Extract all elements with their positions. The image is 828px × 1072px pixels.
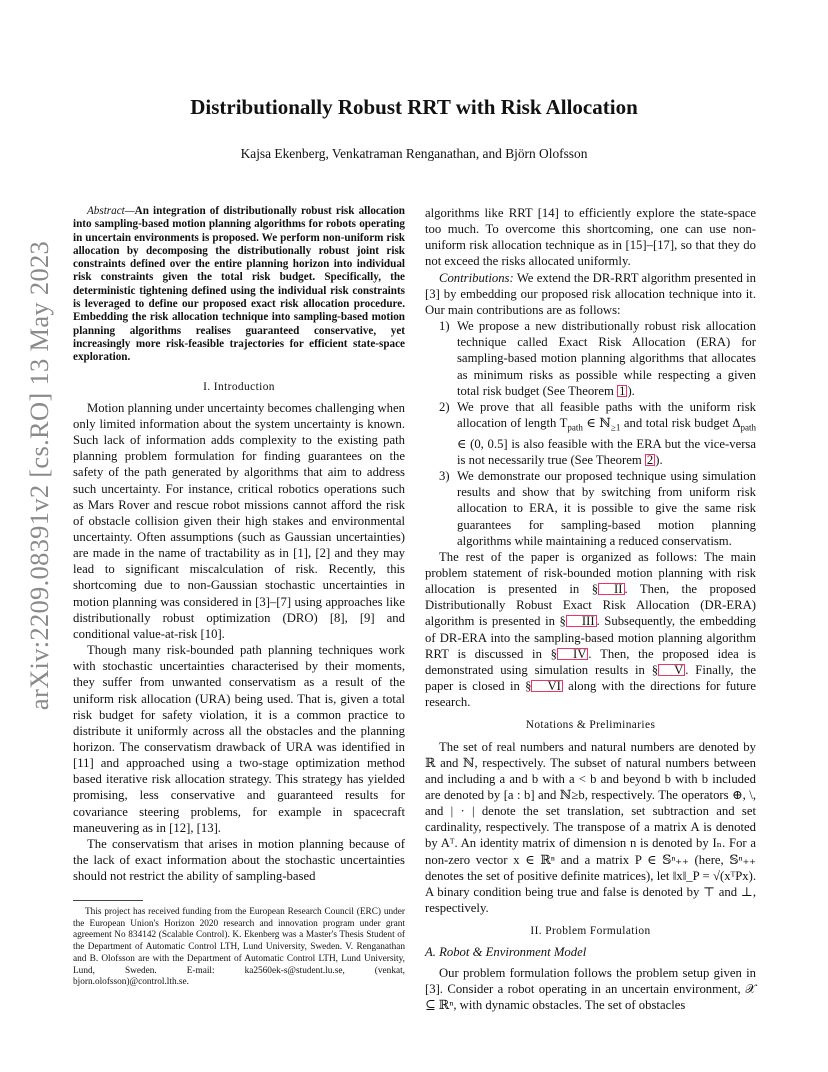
abstract-text: An integration of distributionally robust risk allocation into sampling-based motion planning algorithms for robots operating in uncertain environments is proposed. We perform non-uniform risk allocation by decomposing the distributionally robust joint risk constraints defined over the entire planning horizon into individual risk constraints given the total risk budget. Specifically, the deterministic tightening defined using the individual risk constraints is leveraged to define our proposed exact risk allocation procedure. Embedding the risk allocation technique into sampling-based motion planning algorithms realises guaranteed conservative, yet increasingly more risk-feasible trajectories for efficient state-space exploration. xyxy=(73,205,405,364)
arxiv-stamp-text: arXiv:2209.08391v2 [cs.RO] 13 May 2023 xyxy=(24,240,55,710)
list-number: 3) xyxy=(439,469,450,484)
subscript-path: path xyxy=(567,422,583,433)
contributions-label: Contributions: xyxy=(439,270,514,285)
footnote-rule xyxy=(73,900,143,901)
organization-text: . Finally, the paper is closed in § xyxy=(425,662,756,694)
contribution-list xyxy=(425,318,756,549)
contribution-item-3 xyxy=(425,468,756,549)
section-IV-link[interactable]: IV xyxy=(557,648,588,660)
section-VI-link[interactable]: VI xyxy=(531,680,562,692)
organization-text: . Subsequently, the embedding of DR-ERA into the sampling-based motion planning algorithm RRT is discussed in § xyxy=(425,614,757,661)
subsection-heading-robot-model: A. Robot & Environment Model xyxy=(425,945,587,960)
contributions-text: We extend the DR-RRT algorithm presented in [3] by embedding our proposed risk allocation technique into it. Our main contributions are as follows: xyxy=(425,270,756,317)
contribution-item-2 xyxy=(425,399,756,468)
organization-text: . Then, the proposed Distributionally Robust Exact Risk Allocation (DR-ERA) algorithm is presented in § xyxy=(425,582,756,629)
left-column xyxy=(73,205,405,884)
subscript-path: path xyxy=(740,422,756,433)
contribution-text-tail: ). xyxy=(627,383,635,398)
paper-title: Distributionally Robust RRT with Risk Allocation xyxy=(190,95,638,119)
right-column xyxy=(425,205,756,1013)
contributions-paragraph xyxy=(425,270,756,318)
intro-paragraph-3: The conservatism that arises in motion planning because of the lack of exact information about the stochastic uncertainties should not restrict the ability of sampling-based xyxy=(73,836,405,884)
organization-text: along with the directions for future research. xyxy=(425,679,756,710)
abstract xyxy=(73,205,405,365)
notations-paragraph: The set of real numbers and natural numbers are denoted by ℝ and ℕ, respectively. The subset of natural numbers between and including a and b with a < b and beyond b with b included are denoted by [a : b] and ℕ≥b, respectively. The operators ⊕, \, and | · | denote the set translation, set subtraction and set cardinality, respectively. The transpose of a matrix A is denoted by Aᵀ. An identity matrix of dimension n is denoted by Iₙ. For a non-zero vector x ∈ ℝⁿ and a matrix P ∈ 𝕊ⁿ₊₊ (here, 𝕊ⁿ₊₊ denotes the set of positive definite matrices), let ‖x‖_P = √(xᵀPx). A binary condition being true and false is denoted by ⊤ and ⊥, respectively. xyxy=(425,739,756,916)
theorem-1-link[interactable]: 1 xyxy=(619,383,626,398)
funding-footnote: This project has received funding from the European Research Council (ERC) under the European Union's Horizon 2020 research and innovation program under grant agreement No 834142 (Scalable Control). K. Ekenberg was a Master's Thesis Student of the Department of Automatic Control LTH, Lund University, Sweden. V. Renganathan and B. Olofsson are with the Department of Automatic Control LTH, Lund University, Lund, Sweden. E-mail: ka2560ek-s@student.lu.se, (venkat, bjorn.olofsson)@control.lth.se. xyxy=(73,907,405,988)
organization-text: . Then, the proposed idea is demonstrated using simulation results in § xyxy=(425,646,756,677)
section-II-link[interactable]: II xyxy=(598,583,624,595)
intro-paragraph-1: Motion planning under uncertainty becomes challenging when only limited information about the system uncertainty is known. Such lack of information adds complexity to the existing path planning problem formulation for finding guarantees on the safety of the path generated by algorithms that aim to address such uncertainty. For instance, critical robotics operations such as Mars Rover and rescue robot missions cannot afford the risk of obstacle collision given their high stakes and environmental uncertainty. Often assumptions (such as Gaussian uncertainties) are made in the name of tractability as in [1], [2] and they may lead to significant miscalculation of risk. Recently, this shortcoming due to non-Gaussian stochastic uncertainties in motion planning was considered in [3]–[7] using approaches like distributionally robust optimization (DRO) [8], [9] and conditional value-at-risk [10]. xyxy=(73,400,405,641)
arxiv-stamp xyxy=(19,240,61,710)
contribution-text: We propose a new distributionally robust risk allocation technique called Exact Risk Allocation (ERA) for sampling-based motion planning algorithms that allocates as minimum risks as possible while respecting a given total risk budget (See Theorem xyxy=(457,319,756,398)
section-heading-introduction: I. Introduction xyxy=(203,380,275,393)
contribution-text: We demonstrate our proposed technique using simulation results and show that by switching from uniform risk allocation to ERA, it is possible to give the same risk guarantees for sampling-based motion planning algorithms while maintaining a reduced conservatism. xyxy=(457,469,756,548)
contribution-text-tail: ). xyxy=(655,452,663,467)
contribution-text-mid: and total risk budget Δ xyxy=(620,416,741,431)
contribution-text-mid: ∈ ℕ xyxy=(582,416,611,431)
contribution-item-1 xyxy=(425,318,756,399)
section-heading-notations: Notations & Preliminaries xyxy=(525,719,656,732)
abstract-label: Abstract— xyxy=(87,205,135,217)
section-heading-problem-formulation: II. Problem Formulation xyxy=(530,925,651,938)
author-list: Kajsa Ekenberg, Venkatraman Renganathan, and Björn Olofsson xyxy=(240,146,588,161)
contribution-text: We prove that all feasible paths with the uniform risk allocation of length T xyxy=(457,399,756,431)
section-III-link[interactable]: III xyxy=(566,615,597,627)
theorem-2-link[interactable]: 2 xyxy=(646,452,654,467)
problem-paragraph: Our problem formulation follows the problem setup given in [3]. Consider a robot operating in an uncertain environment, 𝒳 ⊆ ℝⁿ, with dynamic obstacles. The set of obstacles xyxy=(425,965,756,1012)
list-number: 2) xyxy=(439,399,450,414)
subscript-geq1: ≥1 xyxy=(610,422,621,433)
list-number: 1) xyxy=(439,319,450,334)
intro-paragraph-3-continued: algorithms like RRT [14] to efficiently explore the state-space too much. To overcome this shortcoming, one can use non-uniform risk allocation technique as in [15]–[17], so that they do not exceed the risks allocated uniformly. xyxy=(425,206,756,269)
contribution-text-mid: ∈ (0, 0.5] is also feasible with the ERA but the vice-versa is not necessarily true (See Theorem xyxy=(457,436,756,467)
intro-paragraph-2: Though many risk-bounded path planning techniques work with stochastic uncertainties characterised by their moments, they suffer from unwanted conservatism as a result of the uniform risk allocation (URA) being used. That is, given a total risk budget for safety violation, it is a common practice to distribute it uniformly across all the obstacles and the planning horizon. The conservatism drawback of URA was identified in [11] and approached using a two-stage optimization method based iterative risk allocation strategy. This strategy has yielded promising, less conservative and guaranteed results for covariance steering problems, for example in spacecraft maneuvering as in [12], [13]. xyxy=(73,643,405,835)
section-V-link[interactable]: V xyxy=(658,664,685,676)
organization-text: The rest of the paper is organized as follows: The main problem statement of risk-bounded motion planning with risk allocation is presented in § xyxy=(425,549,756,597)
organization-paragraph xyxy=(425,549,756,711)
